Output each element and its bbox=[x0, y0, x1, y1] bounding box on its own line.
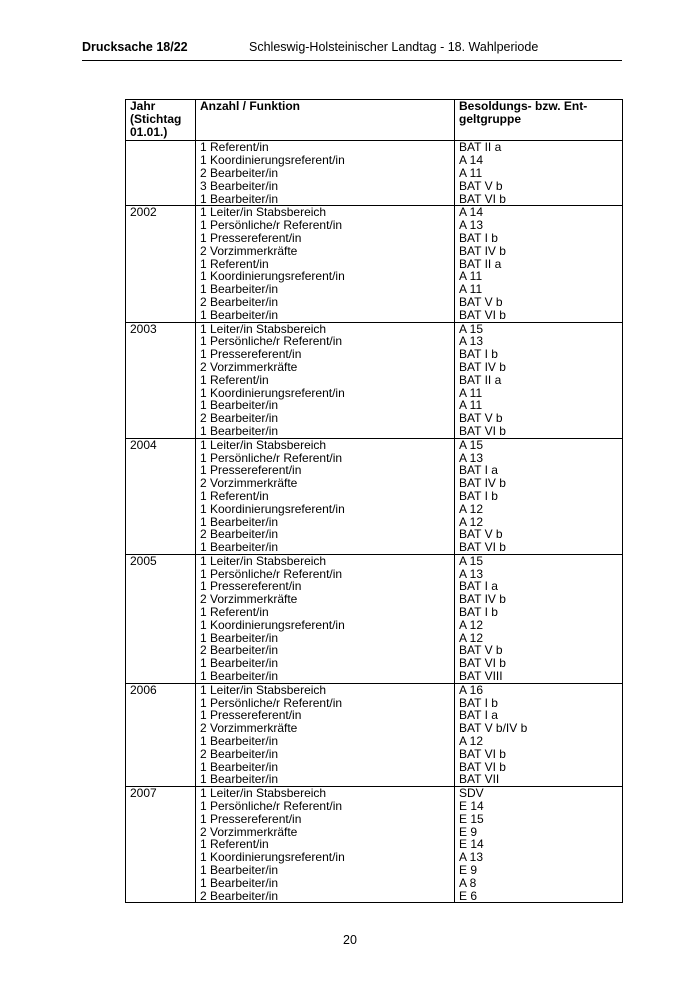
function-entry: 2 Bearbeiter/in bbox=[200, 888, 279, 903]
function-entry: 1 Koordinierungsreferent/in bbox=[200, 617, 345, 632]
pay-grade-entry: A 11 bbox=[459, 269, 483, 284]
function-cell bbox=[196, 438, 455, 554]
pay-grade-entry: A 15 bbox=[459, 437, 484, 452]
function-cell bbox=[196, 141, 455, 206]
function-entry: 1 Koordinierungsreferent/in bbox=[200, 385, 345, 400]
pay-grade-entry: BAT VI b bbox=[459, 540, 506, 555]
pay-grade-entry: A 13 bbox=[459, 850, 484, 865]
function-entry: 2 Bearbeiter/in bbox=[200, 643, 279, 658]
table-row bbox=[126, 683, 623, 786]
function-entry: 2 Bearbeiter/in bbox=[200, 165, 279, 180]
column-header-function: Anzahl / Funktion bbox=[196, 100, 455, 141]
function-entry: 1 Koordinierungsreferent/in bbox=[200, 153, 345, 168]
pay-grade-entry: BAT IV b bbox=[459, 359, 506, 374]
pay-grade-entry: BAT I a bbox=[459, 579, 498, 594]
function-entry: 2 Vorzimmerkräfte bbox=[200, 359, 298, 374]
pay-grade-entry: BAT I b bbox=[459, 347, 498, 362]
pay-grade-entry: BAT V b bbox=[459, 178, 503, 193]
function-entry: 1 Bearbeiter/in bbox=[200, 875, 279, 890]
pay-grade-entry: A 12 bbox=[459, 501, 484, 516]
function-entry: 1 Referent/in bbox=[200, 256, 269, 271]
function-entry: 1 Bearbeiter/in bbox=[200, 307, 279, 322]
pay-grade-entry: A 14 bbox=[459, 153, 484, 168]
function-entry: 1 Koordinierungsreferent/in bbox=[200, 850, 345, 865]
table-row bbox=[126, 141, 623, 206]
pay-grade-entry: E 14 bbox=[459, 799, 484, 814]
pay-grade-entry: A 13 bbox=[459, 218, 484, 233]
parliament-title: Schleswig-Holsteinischer Landtag - 18. Wahlperiode bbox=[249, 40, 539, 54]
function-entry: 1 Leiter/in Stabsbereich bbox=[200, 553, 327, 568]
function-entry: 1 Bearbeiter/in bbox=[200, 772, 279, 787]
pay-grade-entry: BAT I b bbox=[459, 695, 498, 710]
pay-grade-entry: BAT V b/IV b bbox=[459, 721, 528, 736]
pay-grade-entry: BAT I a bbox=[459, 463, 498, 478]
table-row bbox=[126, 787, 623, 903]
function-entry: 2 Bearbeiter/in bbox=[200, 746, 279, 761]
pay-grade-entry: A 12 bbox=[459, 630, 484, 645]
function-entry: 2 Vorzimmerkräfte bbox=[200, 243, 298, 258]
year-cell: 2002 bbox=[126, 206, 196, 322]
pay-grade-entry: A 11 bbox=[459, 385, 483, 400]
pay-grade-entry: BAT I a bbox=[459, 708, 498, 723]
function-entry: 2 Vorzimmerkräfte bbox=[200, 824, 298, 839]
function-entry: 1 Pressereferent/in bbox=[200, 347, 302, 362]
pay-grade-entry: A 13 bbox=[459, 450, 484, 465]
function-entry: 1 Bearbeiter/in bbox=[200, 656, 279, 671]
function-entry: 1 Pressereferent/in bbox=[200, 230, 302, 245]
function-entry: 1 Leiter/in Stabsbereich bbox=[200, 437, 327, 452]
page-number: 20 bbox=[343, 933, 357, 947]
pay-grade-entry: BAT VI b bbox=[459, 656, 506, 671]
pay-grade-entry: BAT VI b bbox=[459, 191, 506, 206]
document-number: Drucksache 18/22 bbox=[82, 40, 188, 54]
function-entry: 1 Persönliche/r Referent/in bbox=[200, 566, 343, 581]
function-entry: 2 Bearbeiter/in bbox=[200, 294, 279, 309]
pay-grade-entry: A 16 bbox=[459, 682, 484, 697]
function-cell bbox=[196, 787, 455, 903]
pay-grade-entry: A 15 bbox=[459, 553, 484, 568]
pay-grade-entry: BAT I b bbox=[459, 605, 498, 620]
pay-grade-entry: BAT VI b bbox=[459, 759, 506, 774]
function-entry: 1 Koordinierungsreferent/in bbox=[200, 501, 345, 516]
function-entry: 1 Persönliche/r Referent/in bbox=[200, 450, 343, 465]
function-entry: 1 Persönliche/r Referent/in bbox=[200, 695, 343, 710]
year-cell: 2005 bbox=[126, 554, 196, 683]
pay-grade-entry: BAT I b bbox=[459, 230, 498, 245]
function-entry: 1 Referent/in bbox=[200, 140, 269, 155]
year-cell: 2003 bbox=[126, 322, 196, 438]
function-entry: 1 Pressereferent/in bbox=[200, 708, 302, 723]
pay-grade-entry: BAT II a bbox=[459, 140, 502, 155]
pay-grade-entry: BAT VI b bbox=[459, 307, 506, 322]
function-entry: 2 Vorzimmerkräfte bbox=[200, 592, 298, 607]
pay-grade-cell bbox=[455, 141, 623, 206]
function-entry: 1 Bearbeiter/in bbox=[200, 669, 279, 684]
pay-grade-entry: A 13 bbox=[459, 334, 484, 349]
pay-grade-cell bbox=[455, 787, 623, 903]
pay-grade-cell bbox=[455, 554, 623, 683]
function-entry: 1 Pressereferent/in bbox=[200, 579, 302, 594]
pay-grade-entry: A 15 bbox=[459, 321, 484, 336]
pay-grade-entry: E 9 bbox=[459, 863, 478, 878]
pay-grade-entry: E 15 bbox=[459, 811, 484, 826]
function-entry: 1 Leiter/in Stabsbereich bbox=[200, 682, 327, 697]
pay-grade-entry: A 8 bbox=[459, 875, 477, 890]
year-cell: 2006 bbox=[126, 683, 196, 786]
column-header-pay-grade: Besoldungs- bzw. Ent- geltgruppe bbox=[455, 100, 623, 141]
function-entry: 1 Leiter/in Stabsbereich bbox=[200, 205, 327, 220]
year-cell: 2004 bbox=[126, 438, 196, 554]
pay-grade-entry: A 12 bbox=[459, 617, 484, 632]
table-body bbox=[126, 141, 623, 903]
function-entry: 1 Bearbeiter/in bbox=[200, 514, 279, 529]
table-row bbox=[126, 206, 623, 322]
function-entry: 1 Bearbeiter/in bbox=[200, 282, 279, 297]
function-entry: 1 Bearbeiter/in bbox=[200, 423, 279, 438]
pay-grade-entry: E 9 bbox=[459, 824, 478, 839]
table-row bbox=[126, 554, 623, 683]
function-entry: 2 Bearbeiter/in bbox=[200, 527, 279, 542]
pay-grade-entry: BAT VII bbox=[459, 772, 500, 787]
function-entry: 3 Bearbeiter/in bbox=[200, 178, 279, 193]
pay-grade-entry: A 14 bbox=[459, 205, 484, 220]
function-entry: 2 Vorzimmerkräfte bbox=[200, 476, 298, 491]
pay-grade-entry: BAT VIII bbox=[459, 669, 503, 684]
table-header-row bbox=[126, 100, 623, 141]
pay-grade-cell bbox=[455, 322, 623, 438]
column-header-year: Jahr (Stichtag 01.01.) bbox=[126, 100, 196, 141]
pay-grade-entry: BAT VI b bbox=[459, 423, 506, 438]
pay-grade-entry: BAT IV b bbox=[459, 592, 506, 607]
pay-grade-entry: A 11 bbox=[459, 165, 483, 180]
year-cell bbox=[126, 141, 196, 206]
pay-grade-entry: A 11 bbox=[459, 398, 483, 413]
pay-grade-entry: BAT V b bbox=[459, 411, 503, 426]
function-cell bbox=[196, 554, 455, 683]
function-cell bbox=[196, 322, 455, 438]
function-entry: 1 Persönliche/r Referent/in bbox=[200, 334, 343, 349]
pay-grade-entry: A 13 bbox=[459, 566, 484, 581]
function-entry: 1 Bearbeiter/in bbox=[200, 734, 279, 749]
pay-grade-entry: BAT II a bbox=[459, 372, 502, 387]
pay-grade-entry: BAT VI b bbox=[459, 746, 506, 761]
function-cell bbox=[196, 683, 455, 786]
pay-grade-entry: A 11 bbox=[459, 282, 483, 297]
function-entry: 1 Leiter/in Stabsbereich bbox=[200, 321, 327, 336]
pay-grade-cell bbox=[455, 683, 623, 786]
function-entry: 1 Koordinierungsreferent/in bbox=[200, 269, 345, 284]
pay-grade-entry: BAT IV b bbox=[459, 476, 506, 491]
pay-grade-entry: BAT V b bbox=[459, 527, 503, 542]
function-entry: 1 Bearbeiter/in bbox=[200, 398, 279, 413]
pay-grade-entry: BAT V b bbox=[459, 294, 503, 309]
pay-grade-entry: BAT V b bbox=[459, 643, 503, 658]
function-entry: 1 Persönliche/r Referent/in bbox=[200, 218, 343, 233]
pay-grade-entry: BAT II a bbox=[459, 256, 502, 271]
table-row bbox=[126, 438, 623, 554]
staff-table bbox=[125, 99, 623, 903]
pay-grade-entry: BAT I b bbox=[459, 488, 498, 503]
function-entry: 1 Bearbeiter/in bbox=[200, 540, 279, 555]
function-entry: 1 Bearbeiter/in bbox=[200, 759, 279, 774]
function-entry: 2 Vorzimmerkräfte bbox=[200, 721, 298, 736]
pay-grade-entry: E 14 bbox=[459, 837, 484, 852]
function-entry: 1 Bearbeiter/in bbox=[200, 630, 279, 645]
pay-grade-cell bbox=[455, 438, 623, 554]
pay-grade-entry: A 12 bbox=[459, 734, 484, 749]
function-entry: 1 Leiter/in Stabsbereich bbox=[200, 786, 327, 801]
header-rule bbox=[82, 60, 622, 61]
pay-grade-entry: BAT IV b bbox=[459, 243, 506, 258]
function-entry: 1 Referent/in bbox=[200, 605, 269, 620]
pay-grade-entry: E 6 bbox=[459, 888, 478, 903]
function-entry: 2 Bearbeiter/in bbox=[200, 411, 279, 426]
function-entry: 1 Referent/in bbox=[200, 372, 269, 387]
function-entry: 1 Pressereferent/in bbox=[200, 463, 302, 478]
function-entry: 1 Pressereferent/in bbox=[200, 811, 302, 826]
pay-grade-entry: SDV bbox=[459, 786, 484, 801]
table-row bbox=[126, 322, 623, 438]
year-cell: 2007 bbox=[126, 787, 196, 903]
function-entry: 1 Referent/in bbox=[200, 488, 269, 503]
function-entry: 1 Bearbeiter/in bbox=[200, 863, 279, 878]
pay-grade-cell bbox=[455, 206, 623, 322]
function-cell bbox=[196, 206, 455, 322]
function-entry: 1 Referent/in bbox=[200, 837, 269, 852]
function-entry: 1 Persönliche/r Referent/in bbox=[200, 799, 343, 814]
pay-grade-entry: A 12 bbox=[459, 514, 484, 529]
function-entry: 1 Bearbeiter/in bbox=[200, 191, 279, 206]
